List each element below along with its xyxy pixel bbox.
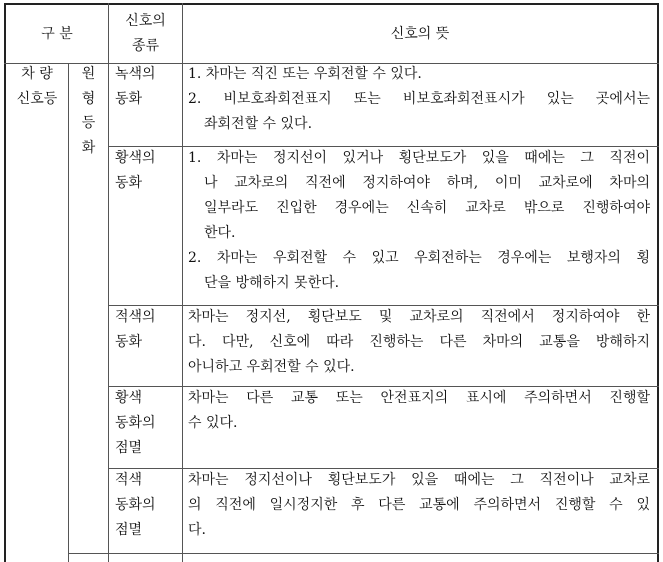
signal-type-line: 동화의 — [115, 497, 156, 513]
signal-meaning-line: 아니하고 우회전할 수 있다. — [188, 359, 355, 375]
signal-type-line: 적색 — [115, 472, 143, 488]
signal-type-line: 동화 — [115, 91, 143, 107]
col-divider — [108, 3, 109, 562]
signal-type-line: 점멸 — [115, 522, 143, 538]
signal-meaning-line: 1. 차마는 정지선이 있거나 횡단보도가 있을 때에는 그 직전이 — [188, 150, 650, 166]
signal-meaning-line: 2. 비보호좌회전표지 또는 비보호좌회전표시가 있는 곳에서는 — [188, 91, 650, 107]
signal-meaning-cell — [188, 468, 650, 543]
signal-meaning-cell — [188, 305, 650, 380]
signal-meaning-line: 단을 방해하지 못한다. — [204, 275, 340, 291]
col-divider — [182, 3, 183, 562]
group-sub-label — [69, 62, 108, 160]
signal-type-line: 동화 — [115, 334, 143, 350]
signal-meaning-line: 의 직전에 일시정지한 후 다른 교통에 주의하면서 진행할 수 있 — [188, 497, 650, 513]
group-main-line: 차 량 — [21, 66, 53, 82]
signal-type-cell — [115, 386, 181, 461]
signal-meaning-line: 수 있다. — [188, 415, 238, 431]
signal-meaning-line: 2. 차마는 우회전할 수 있고 우회전하는 경우에는 보행자의 횡 — [188, 250, 650, 266]
signal-meaning-line: 차마는 정지선, 횡단보도 및 교차로의 직전에서 정지하여야 한 — [188, 309, 650, 325]
signal-type-cell — [115, 62, 181, 112]
table-border-right — [657, 3, 659, 562]
signal-meaning-line: 나 교차로의 직전에 정지하여야 하며, 이미 교차로에 차마의 — [204, 175, 650, 191]
signal-type-cell — [115, 305, 181, 355]
header-category: 구 분 — [41, 26, 73, 42]
header-signal-type-line: 신호의 — [125, 13, 166, 29]
signal-meaning-cell — [188, 386, 650, 436]
signal-type-line: 동화 — [115, 175, 143, 191]
table-border-top — [4, 3, 659, 5]
signal-meaning-line: 1. 차마는 직진 또는 우회전할 수 있다. — [188, 66, 422, 82]
signal-type-line: 동화의 — [115, 415, 156, 431]
signal-type-line: 황색의 — [115, 150, 156, 166]
signal-meaning-line: 좌회전할 수 있다. — [204, 116, 313, 132]
header-signal-type — [109, 9, 182, 59]
signal-meaning-line: 다. — [188, 522, 206, 538]
signal-type-line: 적색의 — [115, 309, 156, 325]
signal-meaning-line: 다. 다만, 신호에 따라 진행하는 다른 차마의 교통을 방해하지 — [188, 334, 650, 350]
signal-meaning-line: 일부라도 진입한 경우에는 신속히 교차로 밖으로 진행하여야 — [204, 200, 650, 216]
header-signal-type-line: 종류 — [131, 38, 160, 54]
signal-meaning-cell — [188, 146, 650, 296]
group-main-label — [6, 62, 68, 112]
signal-type-line: 점멸 — [115, 440, 143, 456]
header-signal-meaning: 신호의 뜻 — [390, 26, 450, 42]
signal-type-line: 황색 — [115, 390, 143, 406]
group-sub-char: 등 — [81, 115, 96, 131]
signal-meaning-line: 차마는 다른 교통 또는 안전표지의 표시에 주의하면서 진행할 — [188, 390, 650, 406]
signal-meaning-line: 차마는 정지선이나 횡단보도가 있을 때에는 그 직전이나 교차로 — [188, 472, 650, 488]
group-main-line: 신호등 — [16, 91, 58, 107]
signal-meaning-cell — [188, 62, 650, 137]
signal-type-line: 녹색의 — [115, 66, 156, 82]
signal-type-cell — [115, 146, 181, 196]
row-divider — [68, 553, 659, 554]
group-sub-char: 화 — [81, 139, 96, 156]
signal-type-cell — [115, 468, 181, 543]
group-sub-char: 형 — [81, 90, 96, 107]
signal-meaning-line: 한다. — [204, 225, 236, 241]
group-sub-char: 원 — [81, 66, 96, 82]
